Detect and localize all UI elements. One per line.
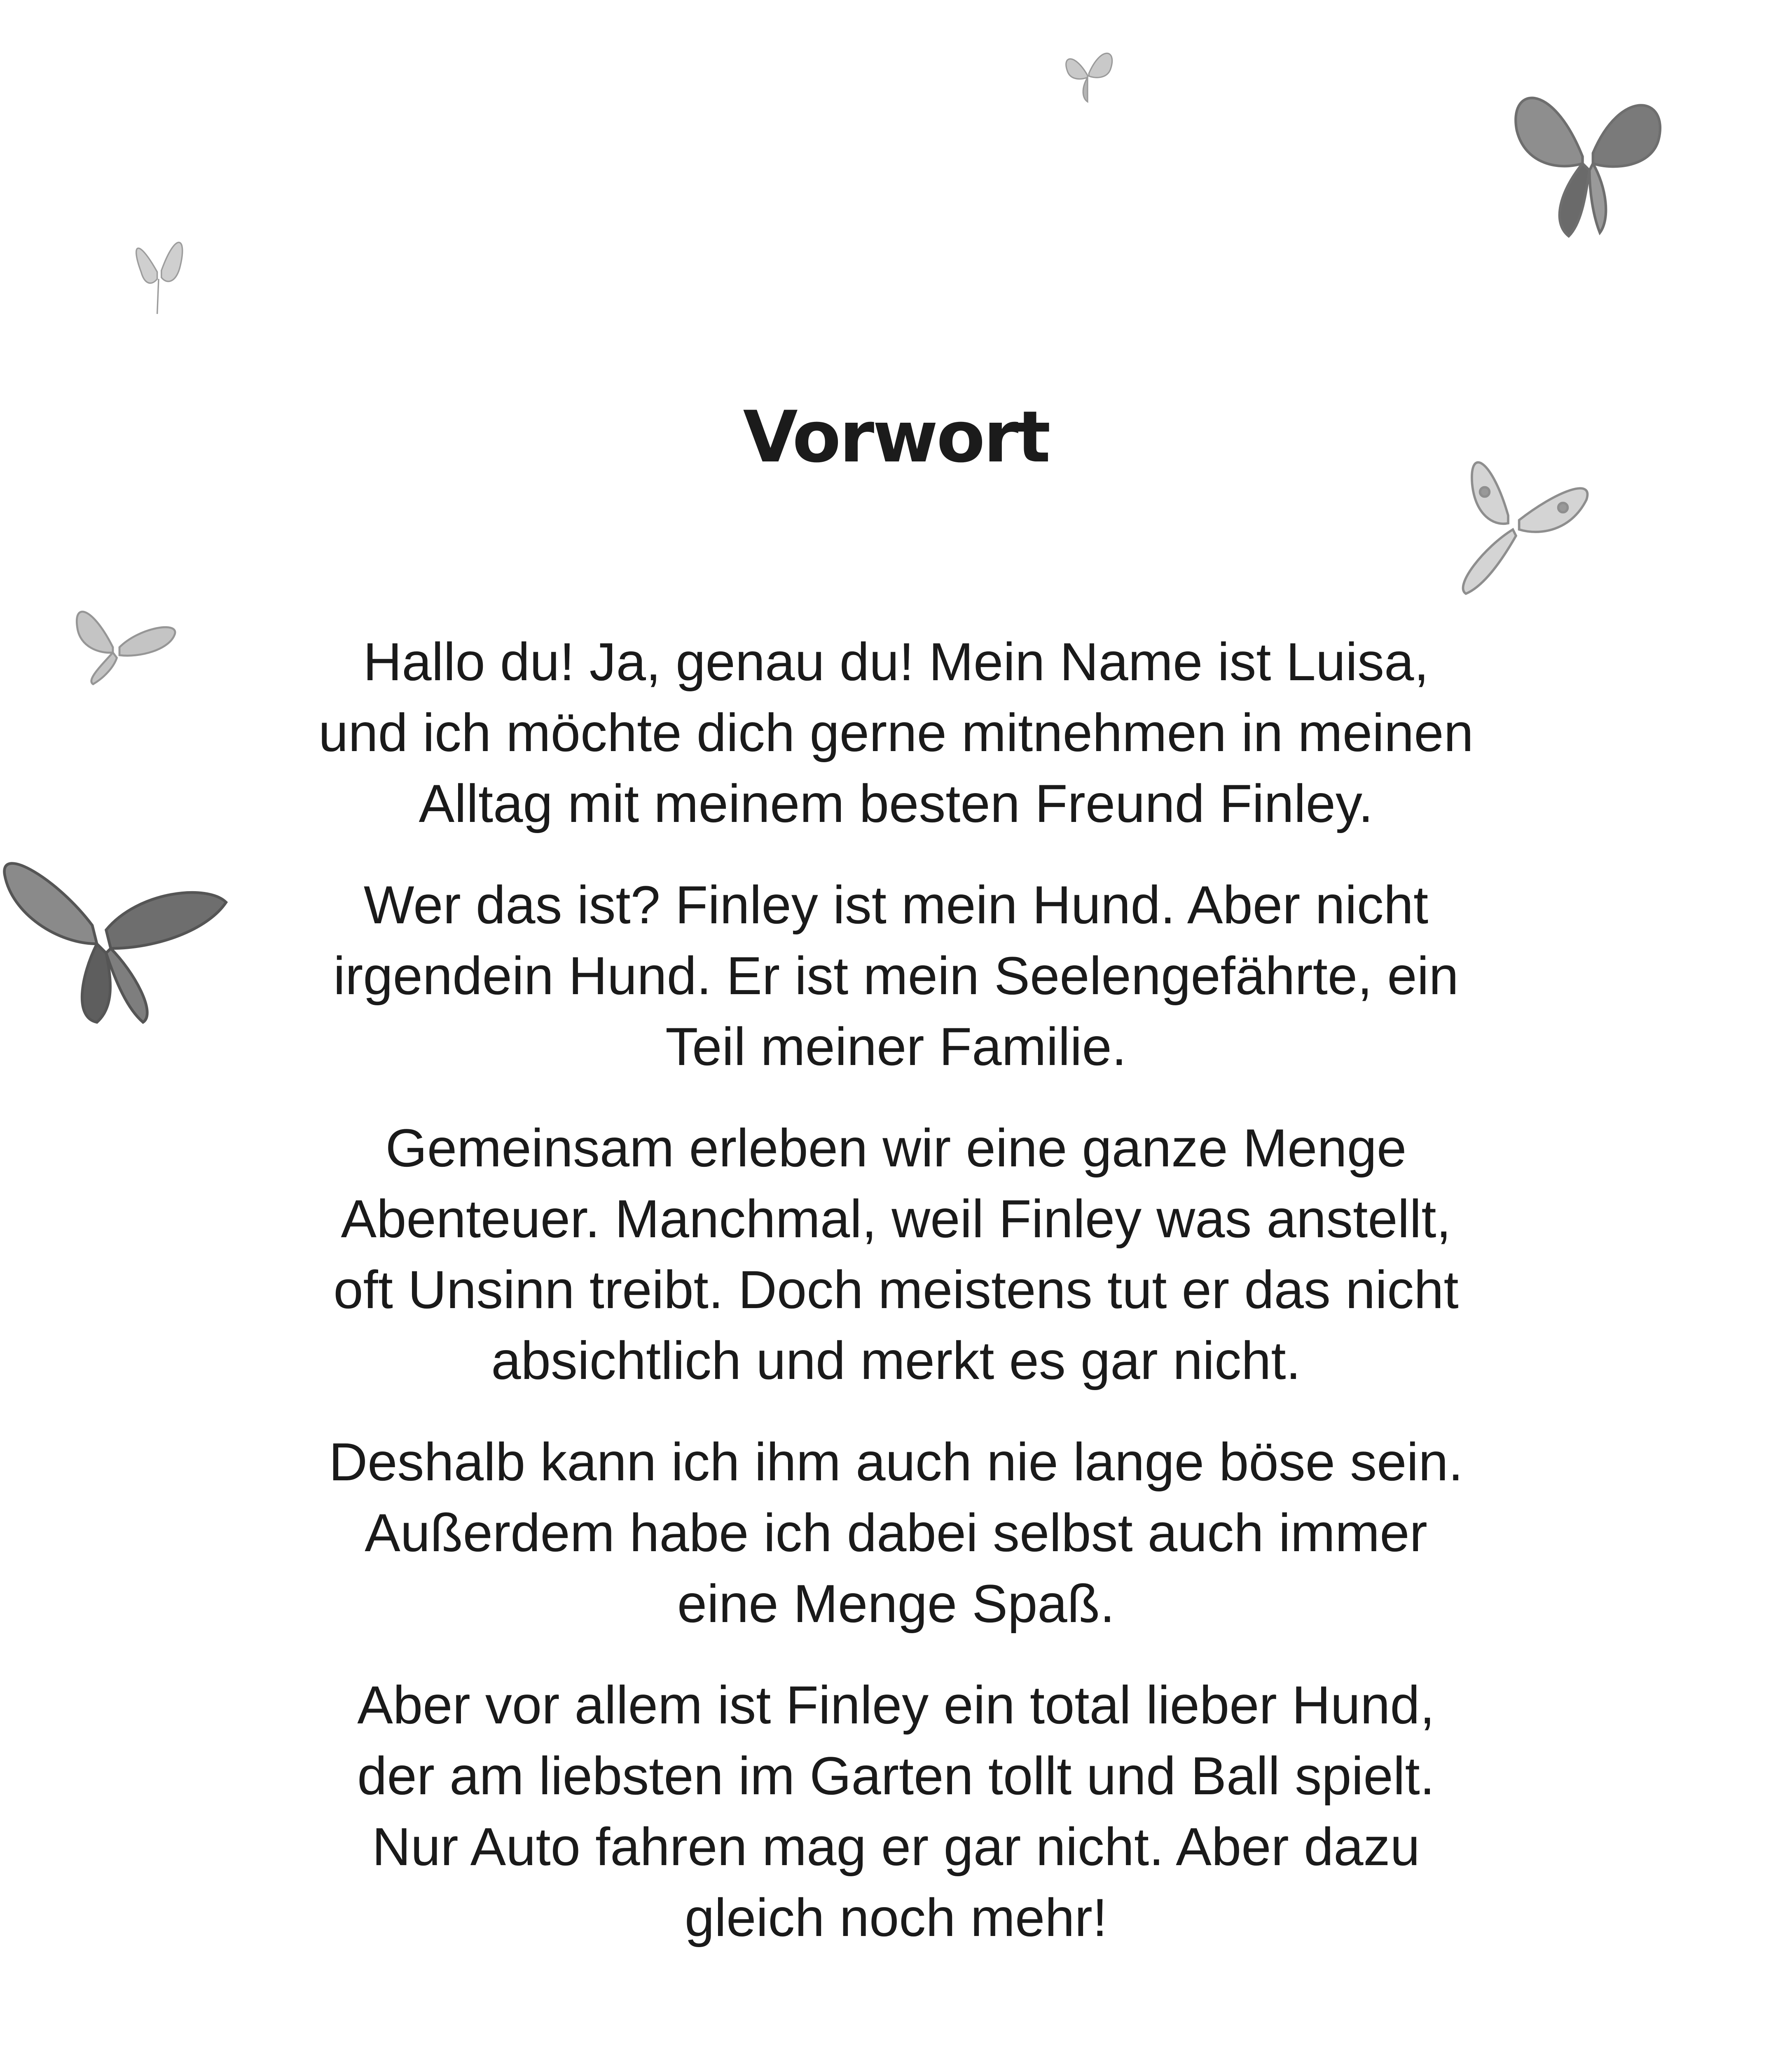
text-line: Hallo du! Ja, genau du! Mein Name ist Luisa, xyxy=(363,632,1429,692)
butterfly-icon xyxy=(1055,35,1121,109)
butterfly-icon xyxy=(54,593,185,688)
text-line: der am liebsten im Garten tollt und Ball spielt. xyxy=(357,1746,1435,1806)
paragraph xyxy=(255,1669,1537,1953)
page-title: Vorwort xyxy=(743,396,1049,478)
paragraph xyxy=(255,1112,1537,1396)
text-line: gleich noch mehr! xyxy=(684,1887,1108,1948)
text-line: Außerdem habe ich dabei selbst auch immer xyxy=(365,1503,1427,1563)
text-line: Aber vor allem ist Finley ein total lieber Hund, xyxy=(357,1675,1435,1735)
paragraph xyxy=(255,626,1537,839)
text-line: Deshalb kann ich ihm auch nie lange böse sein. xyxy=(329,1432,1463,1492)
butterfly-icon xyxy=(0,832,231,1030)
foreword-text xyxy=(255,626,1537,1983)
text-line: absichtlich und merkt es gar nicht. xyxy=(491,1330,1301,1390)
text-line: Alltag mit meinem besten Freund Finley. xyxy=(419,773,1373,833)
text-line: irgendein Hund. Er ist mein Seelengefährte, ein xyxy=(333,946,1459,1006)
paragraph xyxy=(255,1426,1537,1639)
text-line: Abenteuer. Manchmal, weil Finley was anstellt, xyxy=(341,1189,1451,1249)
text-line: und ich möchte dich gerne mitnehmen in meinen xyxy=(318,702,1474,763)
paragraph xyxy=(255,869,1537,1082)
text-line: Nur Auto fahren mag er gar nicht. Aber dazu xyxy=(372,1817,1420,1877)
text-line: eine Menge Spaß. xyxy=(677,1573,1115,1634)
text-line: Teil meiner Familie. xyxy=(665,1016,1127,1077)
butterfly-icon xyxy=(124,222,194,321)
butterfly-icon xyxy=(1500,62,1673,251)
text-line: Gemeinsam erleben wir eine ganze Menge xyxy=(385,1118,1407,1178)
text-line: oft Unsinn treibt. Doch meistens tut er das nicht xyxy=(333,1259,1459,1320)
text-line: Wer das ist? Finley ist mein Hund. Aber nicht xyxy=(363,875,1429,935)
